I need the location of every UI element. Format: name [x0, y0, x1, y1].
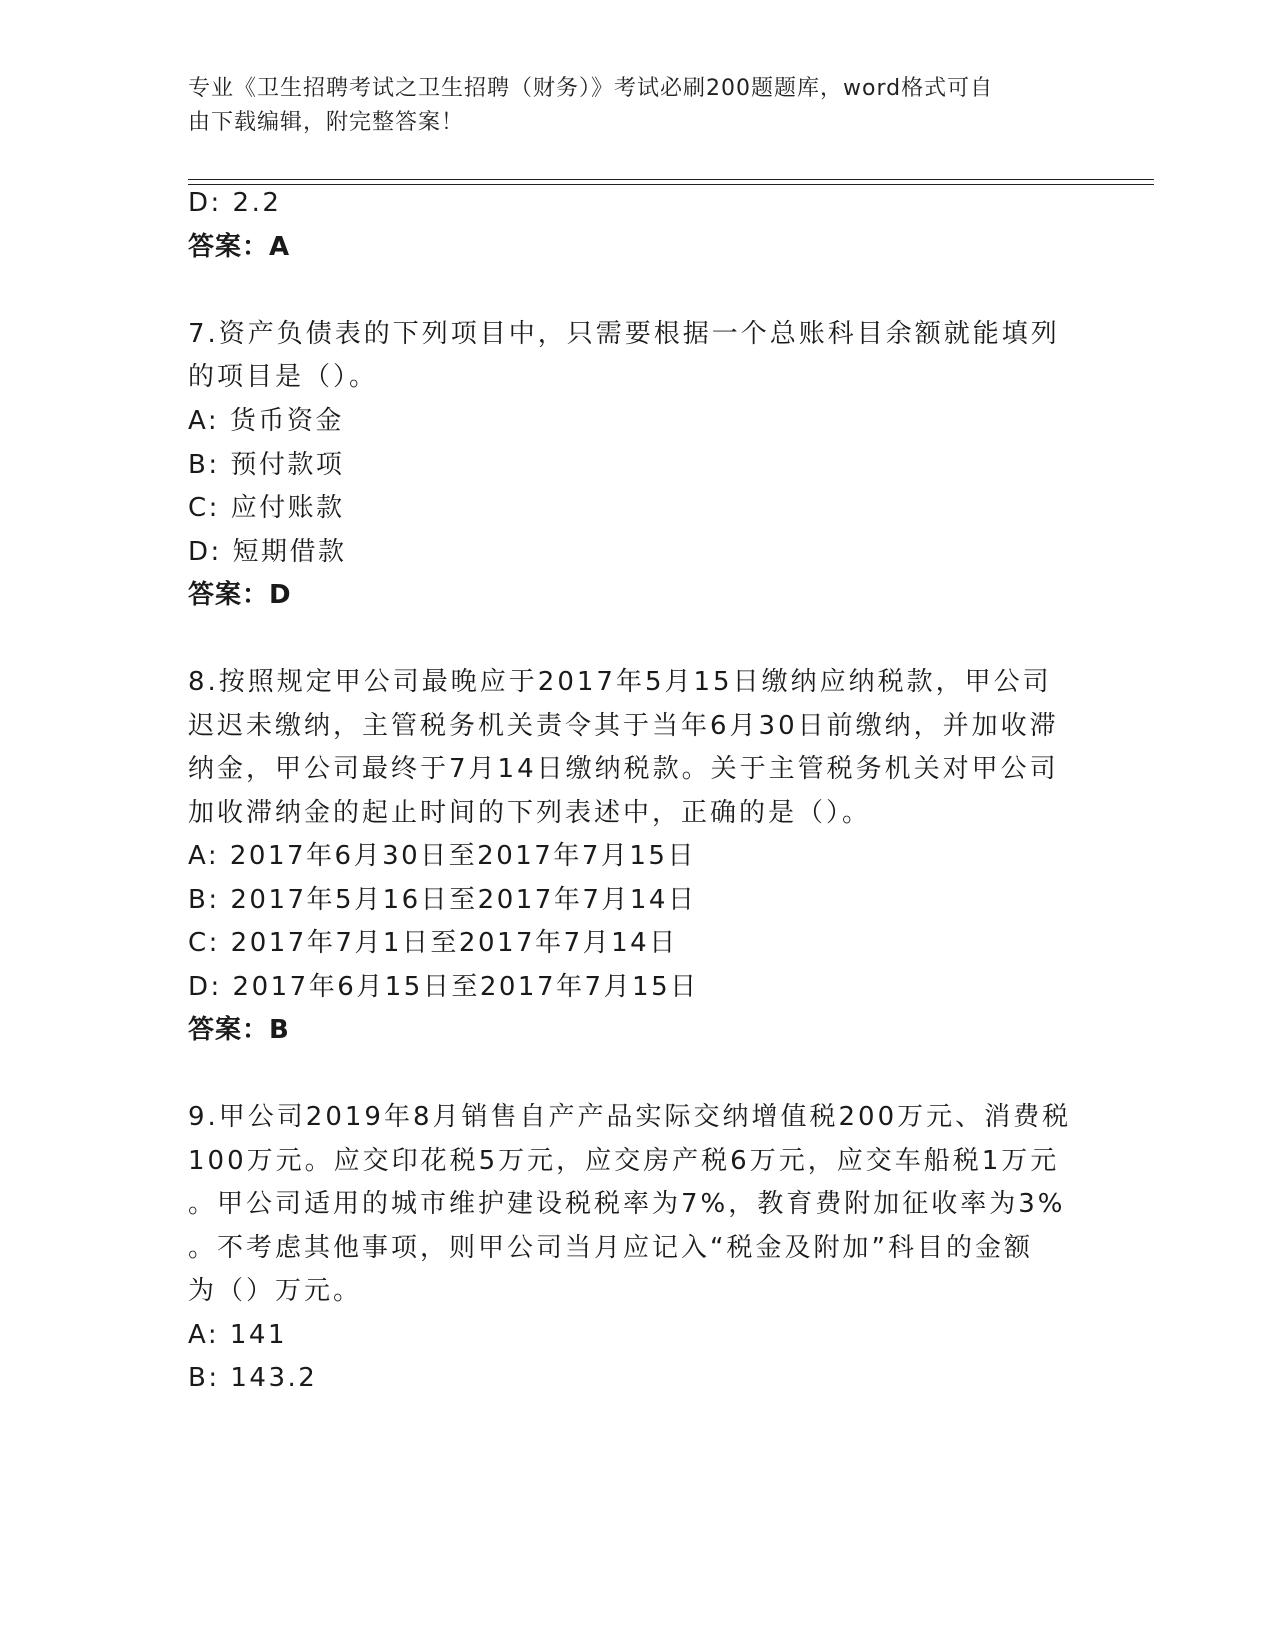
q7-answer: 答案：D	[188, 580, 292, 610]
header-line-1: 专业《卫生招聘考试之卫生招聘（财务）》考试必刷200题题库，word格式可自	[188, 76, 994, 101]
q9-text-line-2: 100万元。应交印花税5万元，应交房产税6万元，应交车船税1万元	[188, 1146, 1060, 1176]
q9-text-line-4: 。不考虑其他事项，则甲公司当月应记入“税金及附加”科目的金额	[188, 1233, 1033, 1263]
q8-text-line-2: 迟迟未缴纳，主管税务机关责令其于当年6月30日前缴纳，并加收滞	[188, 711, 1059, 741]
header-line-2: 由下载编辑，附完整答案！	[188, 110, 465, 135]
q7-text-line-1: 7.资产负债表的下列项目中，只需要根据一个总账科目余额就能填列	[188, 319, 1060, 349]
prev-answer: 答案：A	[188, 232, 291, 262]
q8-answer: 答案：B	[188, 1015, 290, 1045]
prev-option-d: D: 2.2	[188, 188, 282, 218]
q8-option-b: B: 2017年5月16日至2017年7月14日	[188, 885, 697, 915]
header-divider-top	[188, 179, 1154, 180]
q8-text-line-1: 8.按照规定甲公司最晚应于2017年5月15日缴纳应纳税款，甲公司	[188, 667, 1052, 697]
q7-option-b: B: 预付款项	[188, 450, 345, 480]
q9-option-b: B: 143.2	[188, 1363, 318, 1393]
q7-option-c: C: 应付账款	[188, 493, 345, 523]
q8-option-a: A: 2017年6月30日至2017年7月15日	[188, 841, 696, 871]
q8-text-line-3: 纳金，甲公司最终于7月14日缴纳税款。关于主管税务机关对甲公司	[188, 754, 1059, 784]
q9-text-line-5: 为（）万元。	[188, 1276, 363, 1306]
document-header	[188, 72, 1088, 140]
q8-option-d: D: 2017年6月15日至2017年7月15日	[188, 972, 699, 1002]
q8-option-c: C: 2017年7月1日至2017年7月14日	[188, 928, 678, 958]
q9-text-line-1: 9.甲公司2019年8月销售自产产品实际交纳增值税200万元、消费税	[188, 1102, 1072, 1132]
q8-text-line-4: 加收滞纳金的起止时间的下列表述中，正确的是（）。	[188, 798, 872, 828]
q7-option-d: D: 短期借款	[188, 537, 347, 567]
q7-option-a: A: 货币资金	[188, 406, 344, 436]
header-divider-bottom	[188, 184, 1154, 185]
q9-option-a: A: 141	[188, 1320, 287, 1350]
q9-text-line-3: 。甲公司适用的城市维护建设税税率为7%，教育费附加征收率为3%	[188, 1189, 1066, 1219]
q7-text-line-2: 的项目是（）。	[188, 362, 379, 392]
